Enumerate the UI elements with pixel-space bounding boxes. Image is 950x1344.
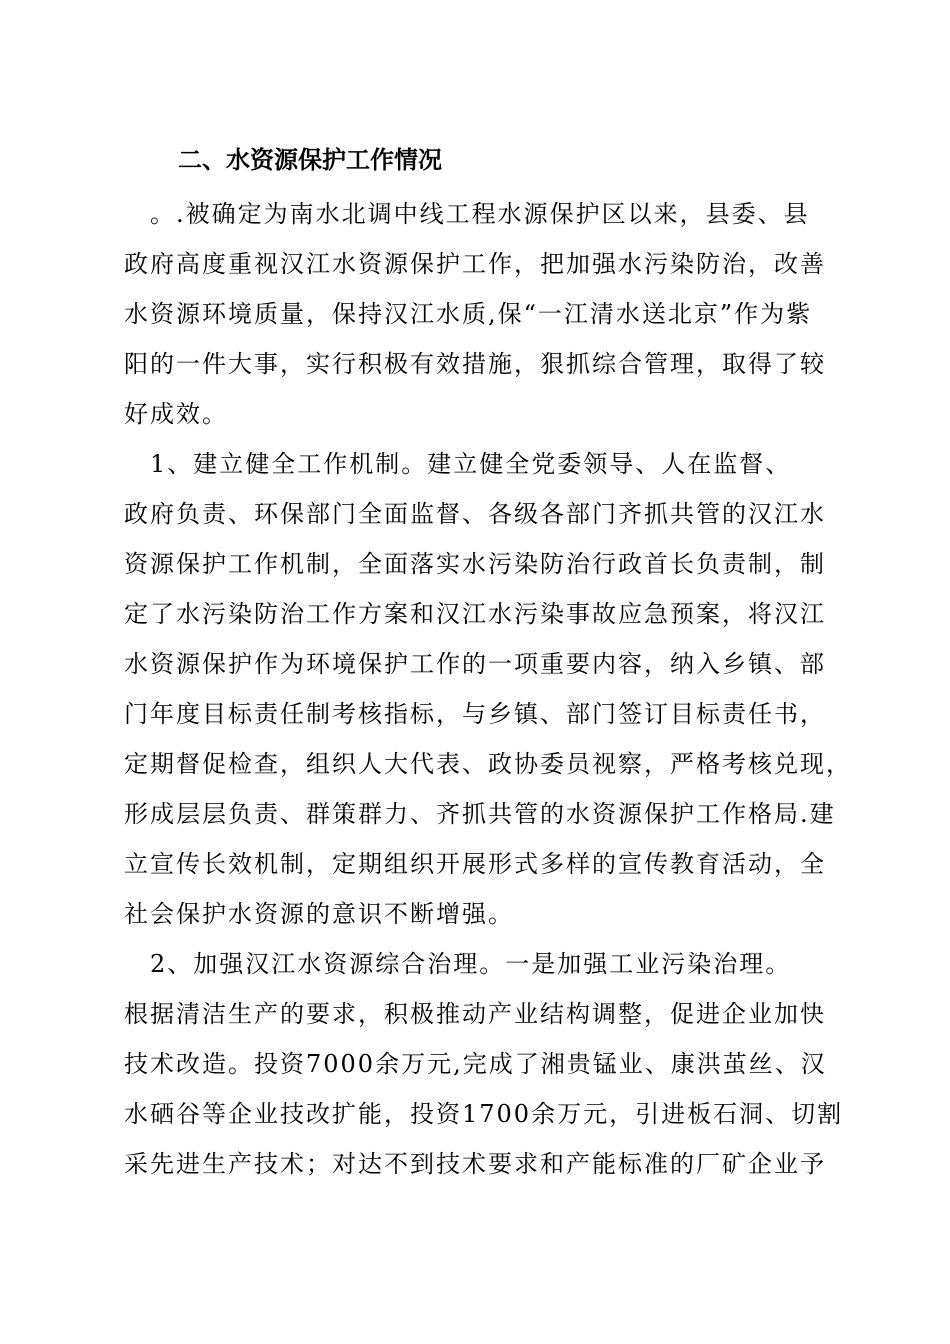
text-line: 1、建立健全工作机制。建立健全党委领导、人在监督、 bbox=[124, 450, 792, 478]
text-line: 根据清洁生产的要求，积极推动产业结构调整，促进企业加快 bbox=[124, 1000, 826, 1028]
text-line: 政府负责、环保部门全面监督、各级各部门齐抓共管的汉江水 bbox=[124, 500, 826, 528]
text-line: 政府高度重视汉江水资源保护工作，把加强水污染防治，改善 bbox=[124, 250, 826, 278]
text-line: 采先进生产技术；对达不到技术要求和产能标准的厂矿企业予 bbox=[124, 1150, 826, 1178]
text-line: 定了水污染防治工作方案和汉江水污染事故应急预案，将汉江 bbox=[124, 600, 826, 628]
text-line: 阳的一件大事，实行积极有效措施，狠抓综合管理，取得了较 bbox=[124, 350, 826, 378]
text-line: 立宣传长效机制，定期组织开展形式多样的宣传教育活动，全 bbox=[124, 850, 826, 878]
text-line: 资源保护工作机制，全面落实水污染防治行政首长负责制，制 bbox=[124, 550, 826, 578]
text-line: 水资源保护作为环境保护工作的一项重要内容，纳入乡镇、部 bbox=[124, 650, 826, 678]
text-line: 定期督促检查，组织人大代表、政协委员视察，严格考核兑现， bbox=[124, 750, 852, 778]
text-line: 形成层层负责、群策群力、齐抓共管的水资源保护工作格局.建 bbox=[124, 800, 836, 828]
text-line: 社会保护水资源的意识不断增强。 bbox=[124, 900, 514, 928]
section-heading: 二、水资源保护工作情况 bbox=[178, 146, 442, 174]
text-line: 2、加强汉江水资源综合治理。一是加强工业污染治理。 bbox=[124, 950, 792, 978]
text-line: 。.被确定为南水北调中线工程水源保护区以来，县委、县 bbox=[124, 200, 810, 228]
text-line: 水硒谷等企业技改扩能，投资1700余万元，引进板石洞、切割 bbox=[124, 1100, 844, 1128]
text-line: 水资源环境质量，保持汉江水质,保“一江清水送北京”作为紫 bbox=[124, 300, 813, 328]
text-line: 好成效。 bbox=[124, 400, 228, 428]
text-line: 门年度目标责任制考核指标，与乡镇、部门签订目标责任书， bbox=[124, 700, 826, 728]
text-line: 技术改造。投资7000余万元,完成了湘贵锰业、康洪茧丝、汉 bbox=[124, 1050, 827, 1078]
